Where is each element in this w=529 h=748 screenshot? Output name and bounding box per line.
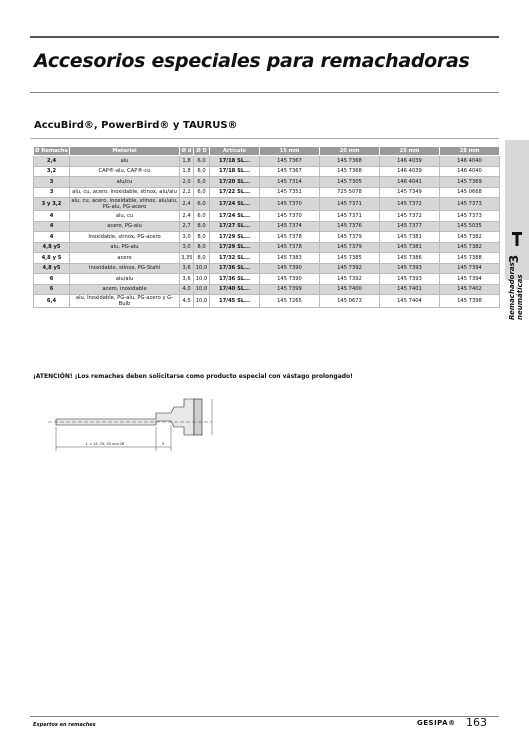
rivet-tool-icon [512,232,522,246]
table-row [34,198,500,211]
table-cell: 17/29 SL... [210,232,260,243]
table-cell: alu, cu [70,211,180,222]
column-header: Artículo [210,147,260,156]
table-cell: 145 7382 [440,232,500,243]
table-cell: 145 7390 [260,263,320,274]
column-header: 20 mm [320,147,380,156]
table-cell: 17/18 SL... [210,156,260,167]
table-cell: 17/32 SL... [210,253,260,264]
table-cell: 146 4041 [380,177,440,188]
table-cell: 145 7373 [440,198,500,211]
column-header: Ø d [180,147,194,156]
table-cell: 2,4 [180,211,194,222]
chapter-label-line2: neumáticas [516,274,524,320]
table-cell: 17/24 SL... [210,211,260,222]
table-cell: alu, cu, acero, inoxidable, stinox, alu/alu, PG-alu, PG-acero [71,198,178,210]
table-row [34,232,500,243]
table-cell: 3,6 [180,274,194,285]
table-cell: 1,8 [180,166,194,177]
table-cell: 4,5 [180,295,194,308]
table-cell: 145 7372 [380,198,440,211]
footer-tagline: Expertos en remaches [33,722,96,728]
table-cell: 145 7369 [440,177,500,188]
table-row [34,156,500,167]
table-cell: 6,0 [194,187,210,198]
table-cell: 145 7374 [260,221,320,232]
table-row [34,295,500,308]
table-cell: 3,2 [34,166,70,177]
table-cell: 145 7367 [260,156,320,167]
subtitle-divider [30,138,499,139]
table-cell: 145 7368 [320,166,380,177]
table-cell: 17/36 SL... [210,263,260,274]
table-cell: 145 7390 [260,274,320,285]
table-cell: 6 [34,274,70,285]
table-cell: 145 7351 [260,187,320,198]
table-cell: 145 7401 [380,284,440,295]
attention-note: ¡ATENCIÓN! ¡Los remaches deben solicitarse como producto especial con vástago prolongado! [33,373,353,380]
table-cell: 6,0 [194,198,210,211]
column-header: Ø D [194,147,210,156]
table-cell: 145 7402 [440,284,500,295]
table-cell: 1,8 [180,156,194,167]
table-cell: 145 7383 [260,253,320,264]
table-cell: 8,0 [194,221,210,232]
table-cell: 145 7305 [320,177,380,188]
table-cell: 3,0 [180,242,194,253]
table-cell: 10,0 [194,263,210,274]
table-cell: 725 5078 [320,187,380,198]
table-row [34,253,500,264]
technical-drawing [36,385,226,470]
table-cell: 145 0668 [440,187,500,198]
table-cell: 3,6 [180,263,194,274]
chapter-label [508,262,524,320]
table-cell: 145 7393 [380,263,440,274]
table-cell: Inoxidable, stinox, PG-acero [70,232,180,243]
table-cell: 6,0 [194,177,210,188]
chapter-number: 3 [507,254,522,264]
table-cell: 3 y 3,2 [34,198,70,211]
table-cell: acero, PG-alu [70,221,180,232]
table-cell: Inoxidable, stinox, PG-Stahl [70,263,180,274]
table-cell: 3,35 [180,253,194,264]
table-cell: 3 [34,187,70,198]
page-number: 163 [466,716,487,729]
table-row [34,177,500,188]
table-cell: 6,0 [194,166,210,177]
table-cell: 146 4039 [380,156,440,167]
table-cell: 145 7370 [260,211,320,222]
table-cell: 3 [34,177,70,188]
title-divider [30,92,499,93]
table-row [34,187,500,198]
table-row [34,263,500,274]
table-cell: 145 7394 [440,263,500,274]
table-cell: 145 7349 [380,187,440,198]
table-cell: 145 7378 [260,232,320,243]
table-cell: 145 7392 [320,263,380,274]
table-cell: acero, inoxidable [70,284,180,295]
table-row [34,274,500,285]
table-cell: 145 7398 [440,295,500,308]
table-cell: 17/18 SL... [210,166,260,177]
table-cell: 146 4039 [380,166,440,177]
table-cell: 4 [34,221,70,232]
table-cell: alu/alu [70,274,180,285]
table-row [34,242,500,253]
table-body [34,156,500,308]
column-header: 28 mm [440,147,500,156]
table-cell: 4 [34,211,70,222]
column-header: Material [70,147,180,156]
table-cell: 6,0 [194,211,210,222]
table-cell: 6,0 [194,156,210,167]
top-rule [30,36,499,38]
table-row [34,166,500,177]
table-cell: 10,0 [194,284,210,295]
table-cell: 146 4040 [440,156,500,167]
page-title: Accesorios especiales para remachadoras [34,50,470,72]
table-cell: 145 7265 [260,295,320,308]
table-cell: 17/20 SL... [210,177,260,188]
table-cell: 3,0 [180,232,194,243]
table-cell: 4,8 y 5 [34,253,70,264]
table-cell: 145 7314 [260,177,320,188]
column-header: Ø Remache [35,148,68,154]
table-cell: 17/36 SL... [210,274,260,285]
table-cell: 145 7371 [320,198,380,211]
table-cell: 145 7371 [320,211,380,222]
table-cell: 4,0 [180,284,194,295]
table-cell: alu, PG-alu [70,242,180,253]
table-cell: 4,8 y5 [34,242,70,253]
table-cell: 145 7379 [320,242,380,253]
table-cell: 145 7381 [380,242,440,253]
table-cell: 17/45 SL... [210,295,260,308]
dimension-length-label: L = 15, 20, 25 und 28 [86,442,125,446]
table-cell: 145 7378 [260,242,320,253]
column-header: 15 mm [260,147,320,156]
table-cell: 145 7379 [320,232,380,243]
table-cell: 145 5035 [440,221,500,232]
table-cell: 8,0 [194,253,210,264]
table-cell: 17/40 SL... [210,284,260,295]
table-cell: 145 7386 [380,253,440,264]
table-cell: 17/24 SL... [210,198,260,211]
table-cell: 6 [34,284,70,295]
section-subtitle: AccuBird®, PowerBird® y TAURUS® [34,120,238,131]
table-cell: 145 7372 [380,211,440,222]
table-cell: 17/27 SL... [210,221,260,232]
table-cell: 2,0 [180,177,194,188]
table-cell: 10,0 [194,295,210,308]
table-header-row [34,147,500,156]
table-cell: alu [70,156,180,167]
table-row [34,284,500,295]
table-cell: 145 7382 [440,242,500,253]
table-cell: 145 7381 [380,232,440,243]
table-cell: 2,7 [180,221,194,232]
table-cell: 145 7373 [440,211,500,222]
table-cell: 17/22 SL... [210,187,260,198]
table-cell: 145 7400 [320,284,380,295]
table-cell: 145 7394 [440,274,500,285]
table-cell: alu, cu, acero, inoxidable, stinox, alu/alu [70,187,180,198]
table-cell: 145 7404 [380,295,440,308]
column-header: 25 mm [380,147,440,156]
brand-logo: GESIPA® [417,719,456,727]
table-cell: 145 7385 [320,253,380,264]
table-cell: 2,4 [34,156,70,167]
table-cell: 8,0 [194,242,210,253]
table-cell: 145 7392 [320,274,380,285]
table-cell: acero [70,253,180,264]
table-cell: alu/cu [70,177,180,188]
dimension-small-label: 5 [162,442,165,446]
table-cell: 10,0 [194,274,210,285]
table-cell: CAP®-alu, CAP®-cu [70,166,180,177]
footer-divider [30,716,499,717]
table-cell: 145 0673 [320,295,380,308]
table-cell: alu, Inoxidable, PG-alu, PG-acero y G-Bulb [70,295,180,308]
table-cell: 4 [34,232,70,243]
table-cell: 6,4 [34,295,70,308]
table-cell: 8,0 [194,232,210,243]
chapter-label-line1: Remachadoras [508,262,516,320]
table-cell: 2,4 [180,198,194,211]
table-cell: 4,8 y5 [34,263,70,274]
table-cell: 145 7368 [320,156,380,167]
table-row [34,221,500,232]
table-cell: 17/29 SL... [210,242,260,253]
table-row [34,211,500,222]
table-cell: 146 4040 [440,166,500,177]
accessories-table [33,146,500,308]
table-cell: 145 7377 [380,221,440,232]
table-cell: 145 7399 [260,284,320,295]
table-cell: 2,2 [180,187,194,198]
table-cell: 145 7376 [320,221,380,232]
table-cell: 145 7367 [260,166,320,177]
chapter-side-tab [505,140,529,320]
table-cell: 145 7370 [260,198,320,211]
table-cell: 145 7388 [440,253,500,264]
table-cell: 145 7393 [380,274,440,285]
